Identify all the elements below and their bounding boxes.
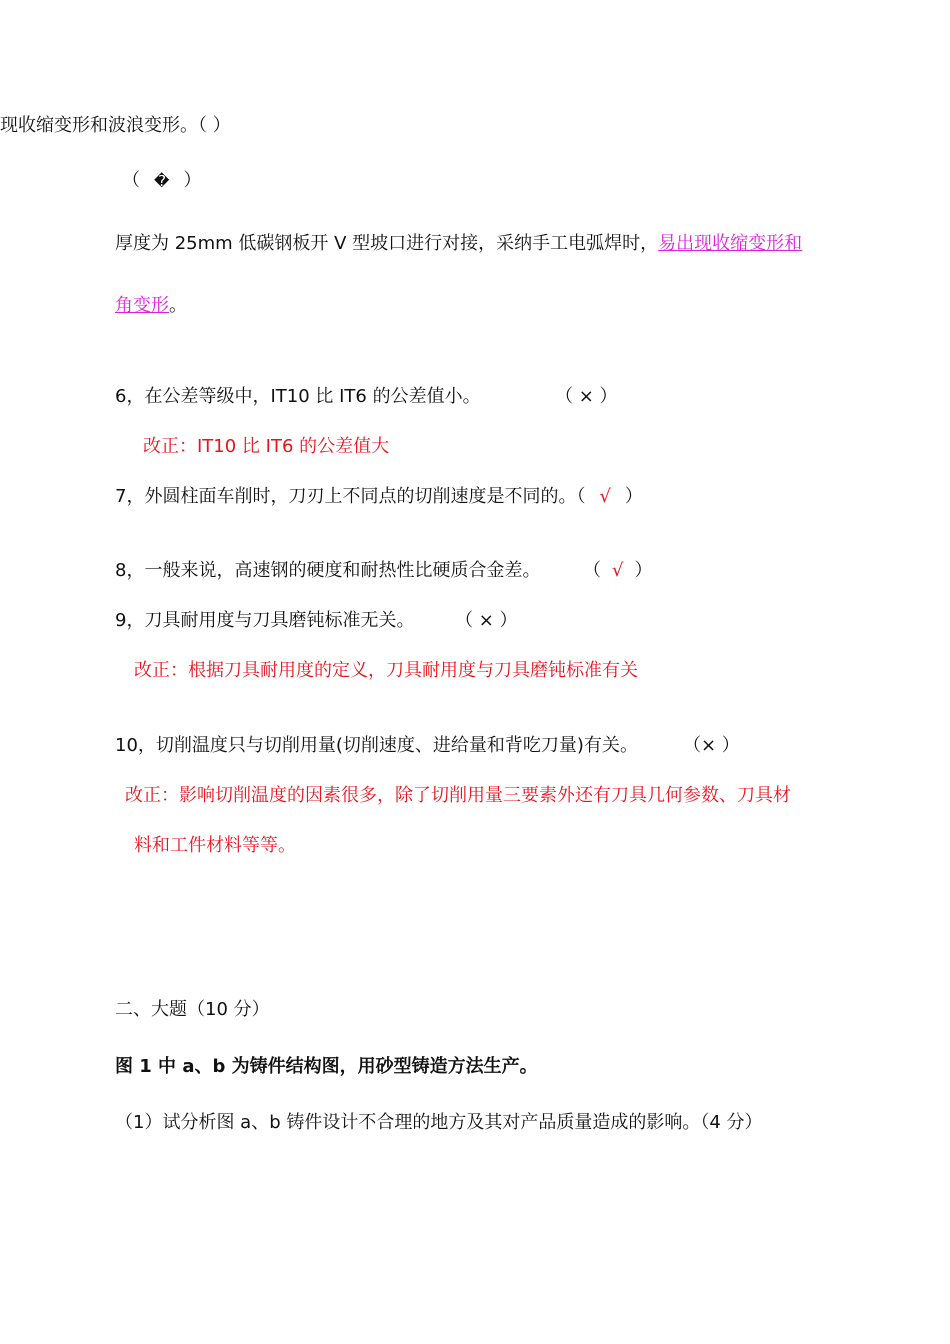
highlight-link-2[interactable]: 角变形 [115,295,169,316]
question-8: 8，一般来说，高速钢的硬度和耐热性比硬质合金差。 [115,560,541,581]
question-10: 10，切削温度只与切削用量(切削速度、进给量和背吃刀量)有关。 [115,735,638,756]
question-10-answer: （× ） [683,735,740,756]
question-6-answer: （ × ） [555,386,618,407]
question-9-answer: （ × ） [455,610,518,631]
question-10-correction-2: 料和工件材料等等。 [134,835,296,856]
highlight-link-1[interactable]: 易出现收缩变形和 [658,233,803,254]
unknown-glyph-icon: � [154,172,170,190]
text-line-1: 现收缩变形和波浪变形。（ ） [0,115,231,136]
answer-mark-line: （ � ） [122,168,201,194]
question-7: 7，外圆柱面车削时，刀刃上不同点的切削速度是不同的。（ √ ） [115,484,643,510]
section-heading: 二、大题（10 分） [115,999,270,1020]
question-6: 6，在公差等级中，IT10 比 IT6 的公差值小。 [115,386,481,407]
sub-question-1: （1）试分析图 a、b 铸件设计不合理的地方及其对产品质量造成的影响。（4 分） [115,1112,763,1133]
check-mark-icon: √ [611,560,624,581]
text-line-3: 厚度为 25mm 低碳钢板开 V 型坡口进行对接，采纳手工电弧焊时，易出现收缩变形和 [115,233,803,254]
question-9: 9，刀具耐用度与刀具磨钝标准无关。 [115,610,415,631]
question-9-correction: 改正：根据刀具耐用度的定义，刀具耐用度与刀具磨钝标准有关 [134,660,638,681]
question-6-correction: 改正：IT10 比 IT6 的公差值大 [143,436,390,457]
text-line-4: 角变形。 [115,295,187,316]
question-10-correction-1: 改正：影响切削温度的因素很多，除了切削用量三要素外还有刀具几何参数、刀具材 [125,785,791,806]
question-8-answer: （ √ ） [583,558,652,584]
check-mark-icon: √ [599,486,611,507]
figure-intro: 图 1 中 a、b 为铸件结构图，用砂型铸造方法生产。 [115,1056,538,1077]
